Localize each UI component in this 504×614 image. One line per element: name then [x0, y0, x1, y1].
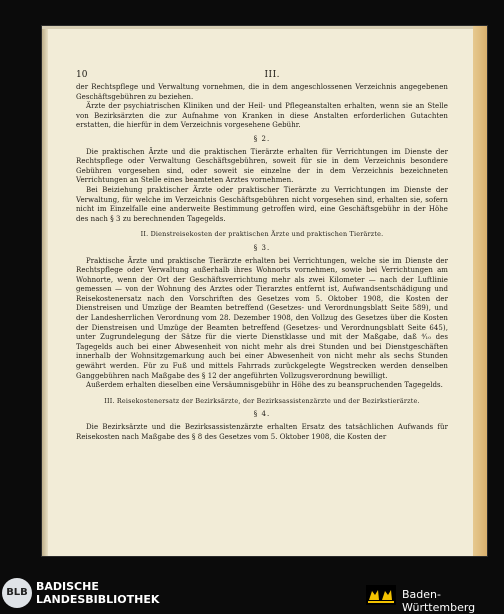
- chapter-heading: II. Dienstreisekosten der praktischen Ärzte und praktischen Tierärzte.: [140, 230, 384, 239]
- library-name[interactable]: [36, 580, 159, 606]
- paragraph: Praktische Ärzte und praktische Tierärzte erhalten bei Verrichtungen, welche sie im Dienste der Rechtspflege oder Verwaltung außerhalb ihres Wohnorts vornehmen, sowie bei Verrichtungen am Wohnorte, wenn der Ort der Geschäftsverrichtung mehr als zwei Kilometer — nach der Luftlinie gemessen — von der Wohnung des Arztes oder Tierarztes entfernt ist, Aufwandsentschädigung und Reisekostenersatz nach den Vorschriften des Gesetzes vom 5. Oktober 1908, die Kosten der Dienstreisen und Umzüge der Beamten betreffend (Gesetzes- und Verordnungsblatt Seite 589), und der Landesherrlichen Verordnung vom 28. Dezember 1908, den Vollzug des Gesetzes über die Kosten der Dienstreisen und Umzüge der Beamten betreffend (Gesetzes- und Verordnungsblatt Seite 645), unter Zugrundelegung der Sätze für die vierte Dienstklasse und mit der Maßgabe, daß ⁴⁄₁₀ des Tagegelds auch bei einer Abwesenheit von nicht mehr als drei Stunden und bei Dienstgeschäften innerhalb der Wohnsitzgemarkung auch bei einer Abwesenheit von nicht mehr als sechs Stunden gewährt werden. Für zu Fuß und mittels Fahrrads zurückgelegte Wegstrecken werden denselben Ganggebühren nach Maßgabe des § 12 der angeführten Vollzugsverordnung bewilligt.: [76, 256, 448, 380]
- library-name-line1: BADISCHE: [36, 580, 99, 593]
- chapter-heading: III. Reisekostenersatz der Bezirksärzte, der Bezirksassistenzärzte und der Bezirkstierärzte.: [104, 396, 420, 405]
- blb-logo-icon[interactable]: BLB: [2, 578, 32, 608]
- section-heading: § 3.: [253, 243, 271, 252]
- paragraph: der Rechtspflege und Verwaltung vornehmen, die in dem angeschlossenen Verzeichnis angegebenen Geschäftsgebühren zu beziehen.: [76, 83, 448, 101]
- section-heading: § 4.: [253, 410, 271, 419]
- paragraph: Die praktischen Ärzte und die praktischen Tierärzte erhalten für Verrichtungen im Dienste der Rechtspflege oder Verwaltung Geschäftsgebühren, soweit für sie in dem Verzeichnis besondere Gebühren vorgesehen sind, oder soweit sie einzelne der in dem Verzeichnis bezeichneten Verrichtungen an Stelle eines beamteten Arztes vornehmen.: [76, 147, 448, 185]
- running-header: [76, 70, 448, 80]
- page-edge-strip: [473, 26, 487, 556]
- page-text: [76, 70, 448, 442]
- state-name[interactable]: Baden-Württemberg: [402, 588, 476, 614]
- page-top-edge: [42, 26, 487, 29]
- library-name-line2: LANDESBIBLIOTHEK: [36, 593, 160, 606]
- paragraph: Die Bezirksärzte und die Bezirksassistenzärzte erhalten Ersatz des tatsächlichen Aufwands für Reisekosten nach Maßgabe des § 8 des Gesetzes vom 5. Oktober 1908, die Kosten der: [76, 423, 448, 441]
- paragraph: Außerdem erhalten dieselben eine Versäumnisgebühr in Höhe des zu beanspruchenden Tagegelds.: [86, 381, 443, 390]
- page-number: 10: [76, 70, 88, 80]
- book-binding: [42, 26, 48, 556]
- paragraph: Bei Beiziehung praktischer Ärzte oder praktischer Tierärzte zu Verrichtungen im Dienste der Verwaltung, für welche im Verzeichnis Geschäftsgebühren nicht vorgesehen sind, erhalten sie, sofern nicht im Einzelfalle eine anderweite Bestimmung getroffen wird, eine Geschäftsgebühr in der Höhe des nach § 3 zu berechnenden Tagegelds.: [76, 185, 448, 223]
- baden-wuerttemberg-lions-icon[interactable]: [366, 585, 396, 605]
- section-heading: § 2.: [253, 134, 271, 143]
- page-heading: III.: [264, 70, 280, 80]
- paragraph: Ärzte der psychiatrischen Kliniken und der Heil- und Pflegeanstalten erhalten, wenn sie an Stelle von Bezirksärzten die zur Aufnahme von Kranken in diese Anstalten erforderlichen Gutachten erstatten, die hierfür in dem Verzeichnis vorgesehene Gebühr.: [76, 102, 448, 130]
